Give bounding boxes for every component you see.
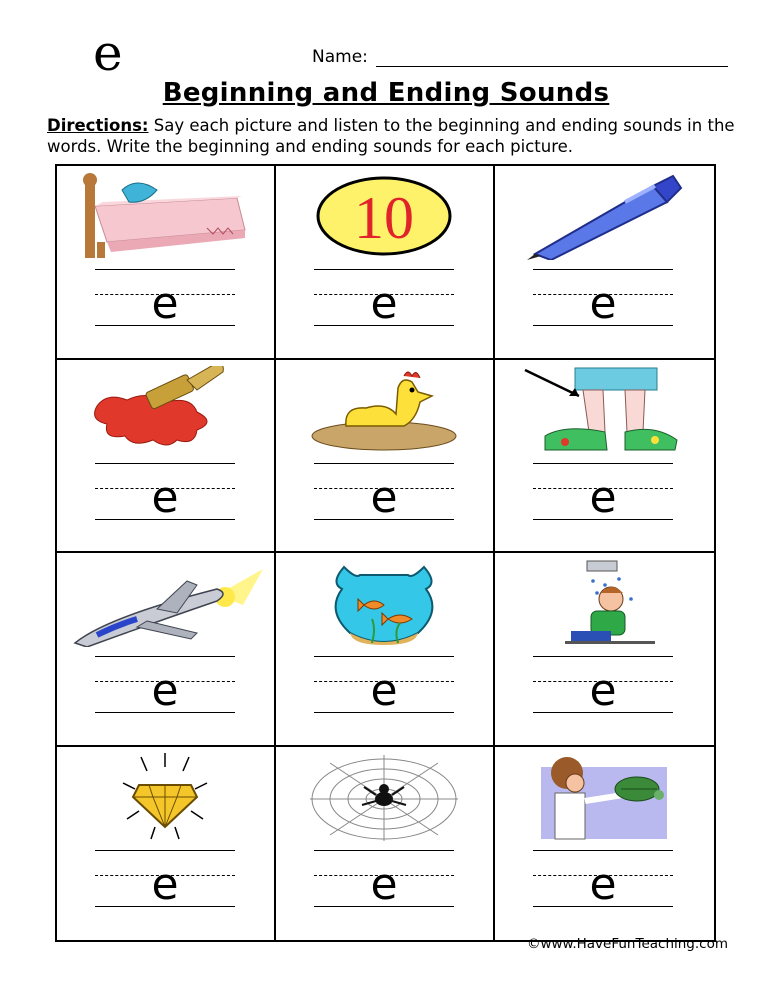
bed-icon — [67, 172, 263, 260]
cell-letter: e — [589, 471, 617, 523]
wet-boy-icon — [505, 559, 701, 647]
name-label: Name: — [312, 47, 368, 67]
cell-letter: e — [370, 471, 398, 523]
directions-text: Say each picture and listen to the beginning and ending sounds in the words. Write the beginning and ending sounds for each picture. — [47, 116, 735, 156]
hen-icon — [286, 366, 482, 454]
picture-cell-wet-boy — [495, 553, 714, 747]
name-field-line[interactable] — [376, 49, 728, 67]
cell-letter: e — [151, 471, 179, 523]
name-row — [312, 47, 728, 67]
spider-web-icon — [286, 753, 482, 841]
picture-cell-leg — [495, 360, 714, 554]
picture-cell-wet-paint — [57, 360, 276, 554]
picture-grid — [55, 164, 716, 942]
cell-letter: e — [151, 665, 179, 716]
directions — [47, 115, 737, 157]
picture-cell-web — [276, 747, 495, 941]
pen-icon — [505, 172, 701, 260]
jet-icon — [67, 559, 263, 647]
picture-cell-fishbowl — [276, 553, 495, 747]
picture-cell-pen — [495, 166, 714, 360]
wet-paint-icon — [67, 366, 263, 454]
directions-label: Directions: — [47, 116, 149, 135]
ten-icon — [286, 172, 482, 260]
picture-cell-bed — [57, 166, 276, 360]
picture-cell-gem — [57, 747, 276, 941]
cell-letter: e — [370, 858, 398, 910]
page-title: Beginning and Ending Sounds — [162, 78, 610, 108]
gem-icon — [67, 753, 263, 841]
leg-icon — [505, 366, 701, 454]
cell-letter: e — [370, 278, 398, 329]
picture-cell-ten — [276, 166, 495, 360]
picture-cell-jet — [57, 553, 276, 747]
cell-letter: e — [589, 278, 617, 329]
cell-letter: e — [589, 858, 617, 910]
picture-cell-vet — [495, 747, 714, 941]
copyright-footer: ©www.HaveFunTeaching.com — [526, 936, 728, 952]
cell-letter: e — [589, 665, 617, 716]
picture-cell-hen — [276, 360, 495, 554]
fishbowl-pet-icon — [286, 559, 482, 647]
worksheet-letter: e — [93, 24, 123, 82]
vet-icon — [505, 753, 701, 841]
ten-number: 10 — [354, 185, 414, 251]
cell-letter: e — [151, 278, 179, 329]
cell-letter: e — [370, 665, 398, 716]
cell-letter: e — [151, 858, 179, 910]
